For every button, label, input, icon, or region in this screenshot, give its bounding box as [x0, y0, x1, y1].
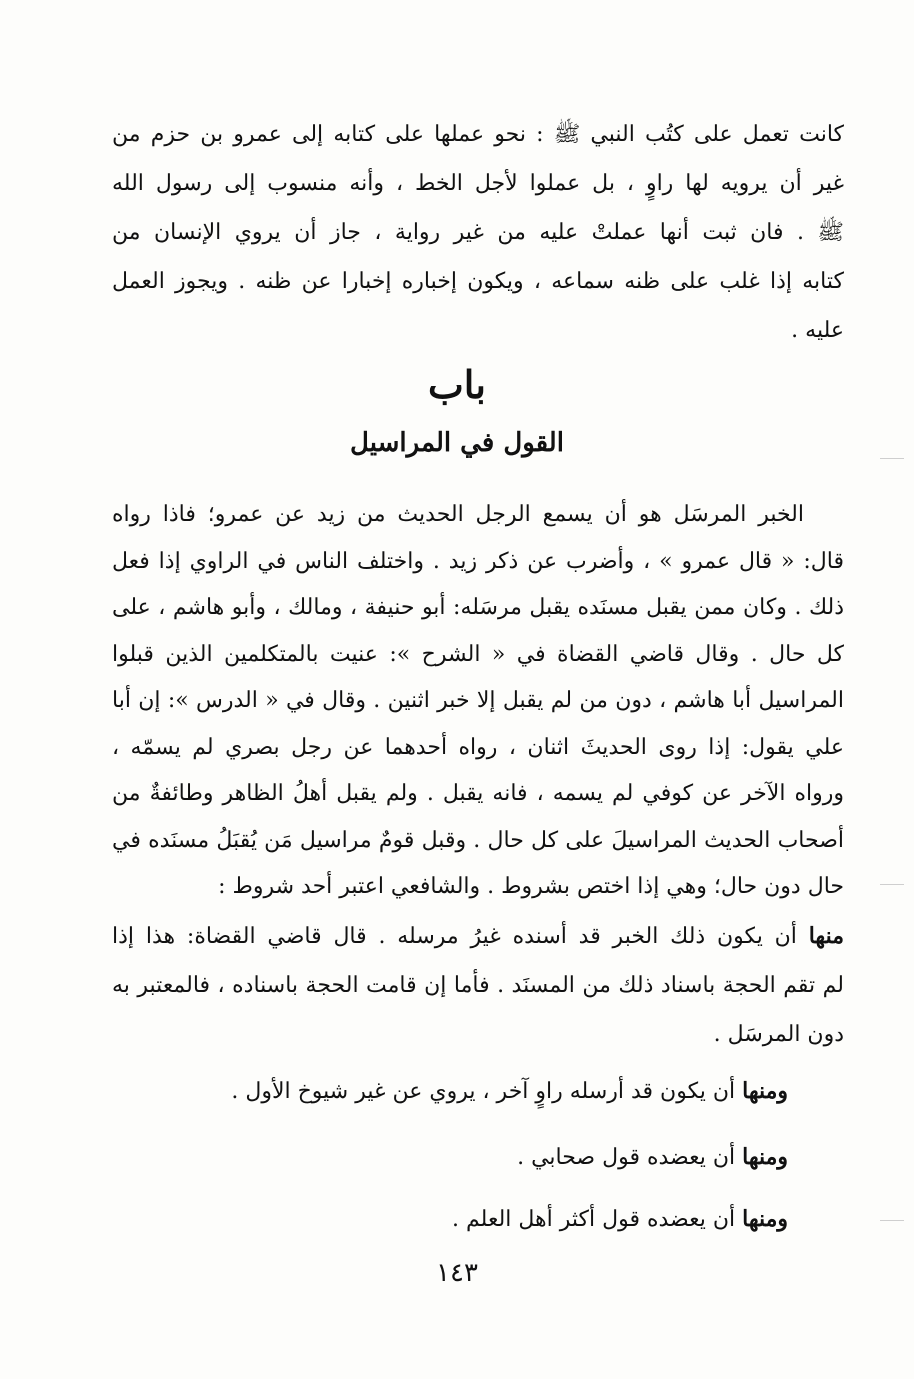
lead-word: ومنها	[742, 1144, 788, 1170]
intro-line: كانت تعمل على كتُب النبي ﷺ : نحو عملها على كتابه إلى عمرو بن حزم من	[112, 122, 844, 147]
paragraph-line: المراسيل أبا هاشم ، دون من لم يقبل إلا خبر اثنين . وقال في « الدرس »: إن أبا	[112, 688, 844, 713]
lead-word: ومنها	[742, 1206, 788, 1232]
item-text: أن يكون قد أرسله راوٍ آخر ، يروي عن غير شيوخ الأول .	[231, 1079, 743, 1104]
paragraph-line: دون المرسَل .	[713, 1022, 844, 1047]
item-text: أن يعضده قول صحابي .	[517, 1145, 743, 1170]
intro-line: ﷺ . فان ثبت أنها عملتْ عليه من غير رواية ، جاز أن يروي الإنسان من	[112, 220, 844, 245]
paragraph-line	[112, 912, 844, 961]
paragraph-line: أصحاب الحديث المراسيلَ على كل حال . وقبل قومٌ مراسيل مَن يُقبَلُ مسنَده في	[112, 827, 844, 853]
condition-item	[112, 1206, 788, 1232]
paragraph-line: الخبر المرسَل هو أن يسمع الرجل الحديث من زيد عن عمرو؛ فاذا رواه	[112, 502, 804, 527]
intro-line: غير أن يرويه لها راوٍ ، بل عملوا لأجل الخط ، وأنه منسوب إلى رسول الله	[112, 171, 844, 196]
item-text: أن يعضده قول أكثر أهل العلم .	[452, 1207, 743, 1232]
section-heading: القول في المراسيل	[350, 428, 564, 458]
margin-mark	[880, 884, 904, 885]
paragraph-line: لم تقم الحجة باسناد ذلك من المسنَد . فأما إن قامت الحجة باسناده ، فالمعتبر به	[112, 973, 844, 998]
intro-line: كتابه إذا غلب على ظنه سماعه ، ويكون إخباره إخبارا عن ظنه . ويجوز العمل	[112, 269, 844, 294]
paragraph-line: قال: « قال عمرو » ، وأضرب عن ذكر زيد . واختلف الناس في الراوي إذا فعل	[112, 548, 844, 574]
intro-line: عليه .	[791, 318, 844, 343]
paragraph-line: ورواه الآخر عن كوفي لم يسمه ، فانه يقبل . ولم يقبل أهلُ الظاهر وطائفةٌ من	[112, 781, 844, 806]
margin-mark	[880, 458, 904, 459]
conditions-paragraph	[112, 912, 844, 1059]
margin-mark	[880, 1220, 904, 1221]
line-text: أن يكون ذلك الخبر قد أسنده غيرُ مرسله . قال قاضي القضاة: هذا إذا	[112, 924, 809, 949]
condition-item	[112, 1144, 788, 1170]
chapter-heading: باب	[428, 362, 486, 407]
condition-item	[112, 1078, 788, 1104]
paragraph-line: حال دون حال؛ وهي إذا اختص بشروط . والشافعي اعتبر أحد شروط :	[218, 874, 844, 899]
paragraph-line: كل حال . وقال قاضي القضاة في « الشرح »: عنيت بالمتكلمين الذين قبلوا	[112, 641, 844, 667]
page-number: ١٤٣	[436, 1258, 478, 1288]
lead-word: منها	[808, 923, 844, 949]
paragraph-line: ذلك . وكان ممن يقبل مسنَده يقبل مرسَله: أبو حنيفة ، ومالك ، وأبو هاشم ، على	[112, 595, 844, 620]
intro-paragraph	[112, 110, 844, 355]
paragraph-line: علي يقول: إذا روى الحديثَ اثنان ، رواه أحدهما عن رجل بصري لم يسمّه ،	[112, 734, 844, 760]
lead-word: ومنها	[742, 1078, 788, 1104]
mursal-paragraph	[112, 492, 844, 911]
